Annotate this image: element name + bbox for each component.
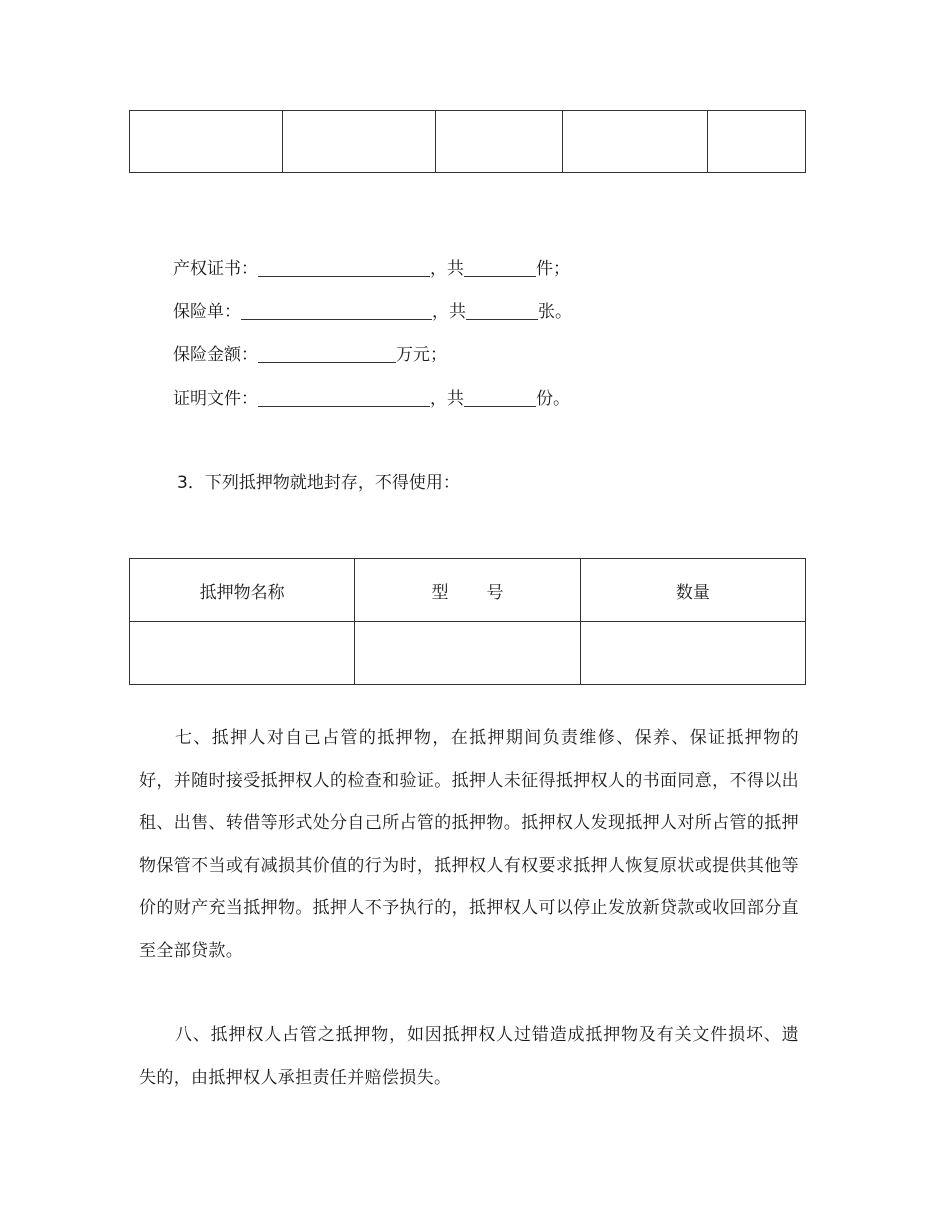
insurance-amount-unit: 万元； bbox=[396, 345, 447, 365]
insurance-policy-sep: ，共 bbox=[432, 302, 466, 322]
table-cell bbox=[562, 111, 707, 173]
continued-table bbox=[129, 110, 806, 173]
property-cert-blank[interactable] bbox=[258, 258, 430, 277]
item-3-heading: 3．下列抵押物就地封存，不得使用： bbox=[177, 473, 460, 493]
table-header-row bbox=[130, 559, 806, 622]
property-cert-line bbox=[173, 258, 570, 280]
table-cell bbox=[707, 111, 805, 173]
insurance-policy-line bbox=[173, 301, 572, 323]
insurance-amount-label: 保险金额： bbox=[173, 345, 258, 365]
insurance-policy-unit: 张。 bbox=[538, 302, 572, 322]
table-cell bbox=[282, 111, 435, 173]
certificates-label: 证明文件： bbox=[173, 389, 258, 409]
header-model-char-1: 型 bbox=[431, 582, 449, 603]
certificates-blank[interactable] bbox=[258, 388, 430, 407]
insurance-amount-line bbox=[173, 344, 447, 366]
header-model bbox=[355, 559, 580, 622]
property-cert-count-blank[interactable] bbox=[464, 258, 536, 277]
property-cert-label: 产权证书： bbox=[173, 259, 258, 279]
certificates-unit: 份。 bbox=[536, 389, 570, 409]
insurance-policy-count-blank[interactable] bbox=[466, 301, 538, 320]
table-row bbox=[130, 622, 806, 685]
table-cell bbox=[130, 622, 355, 685]
clause-seven: 七、抵押人对自己占管的抵押物，在抵押期间负责维修、保养、保证抵押物的好，并随时接受抵押权人的检查和验证。抵押人未征得抵押权人的书面同意，不得以出租、出售、转借等形式处分自己所占管的抵押物。抵押权人发现抵押人对所占管的抵押物保管不当或有减损其价值的行为时，抵押权人有权要求抵押人恢复原状或提供其他等价的财产充当抵押物。抵押人不予执行的，抵押权人可以停止发放新贷款或收回部分直至全部贷款。 bbox=[139, 728, 799, 961]
table-cell bbox=[130, 111, 283, 173]
header-quantity: 数量 bbox=[580, 559, 805, 622]
insurance-amount-blank[interactable] bbox=[258, 344, 396, 363]
certificates-count-blank[interactable] bbox=[464, 388, 536, 407]
header-model-char-2: 号 bbox=[486, 582, 504, 603]
certificates-line bbox=[173, 388, 570, 410]
table-cell bbox=[435, 111, 562, 173]
clause-eight: 八、抵押权人占管之抵押物，如因抵押权人过错造成抵押物及有关文件损坏、遗失的，由抵押权人承担责任并赔偿损失。 bbox=[139, 1025, 799, 1088]
table-cell bbox=[580, 622, 805, 685]
sealed-pledge-table bbox=[129, 558, 806, 685]
property-cert-sep: ，共 bbox=[430, 259, 464, 279]
insurance-policy-label: 保险单： bbox=[173, 302, 241, 322]
insurance-policy-blank[interactable] bbox=[241, 301, 432, 320]
table-row bbox=[130, 111, 806, 173]
header-pledge-name: 抵押物名称 bbox=[130, 559, 355, 622]
table-cell bbox=[355, 622, 580, 685]
property-cert-unit: 件； bbox=[536, 259, 570, 279]
certificates-sep: ，共 bbox=[430, 389, 464, 409]
